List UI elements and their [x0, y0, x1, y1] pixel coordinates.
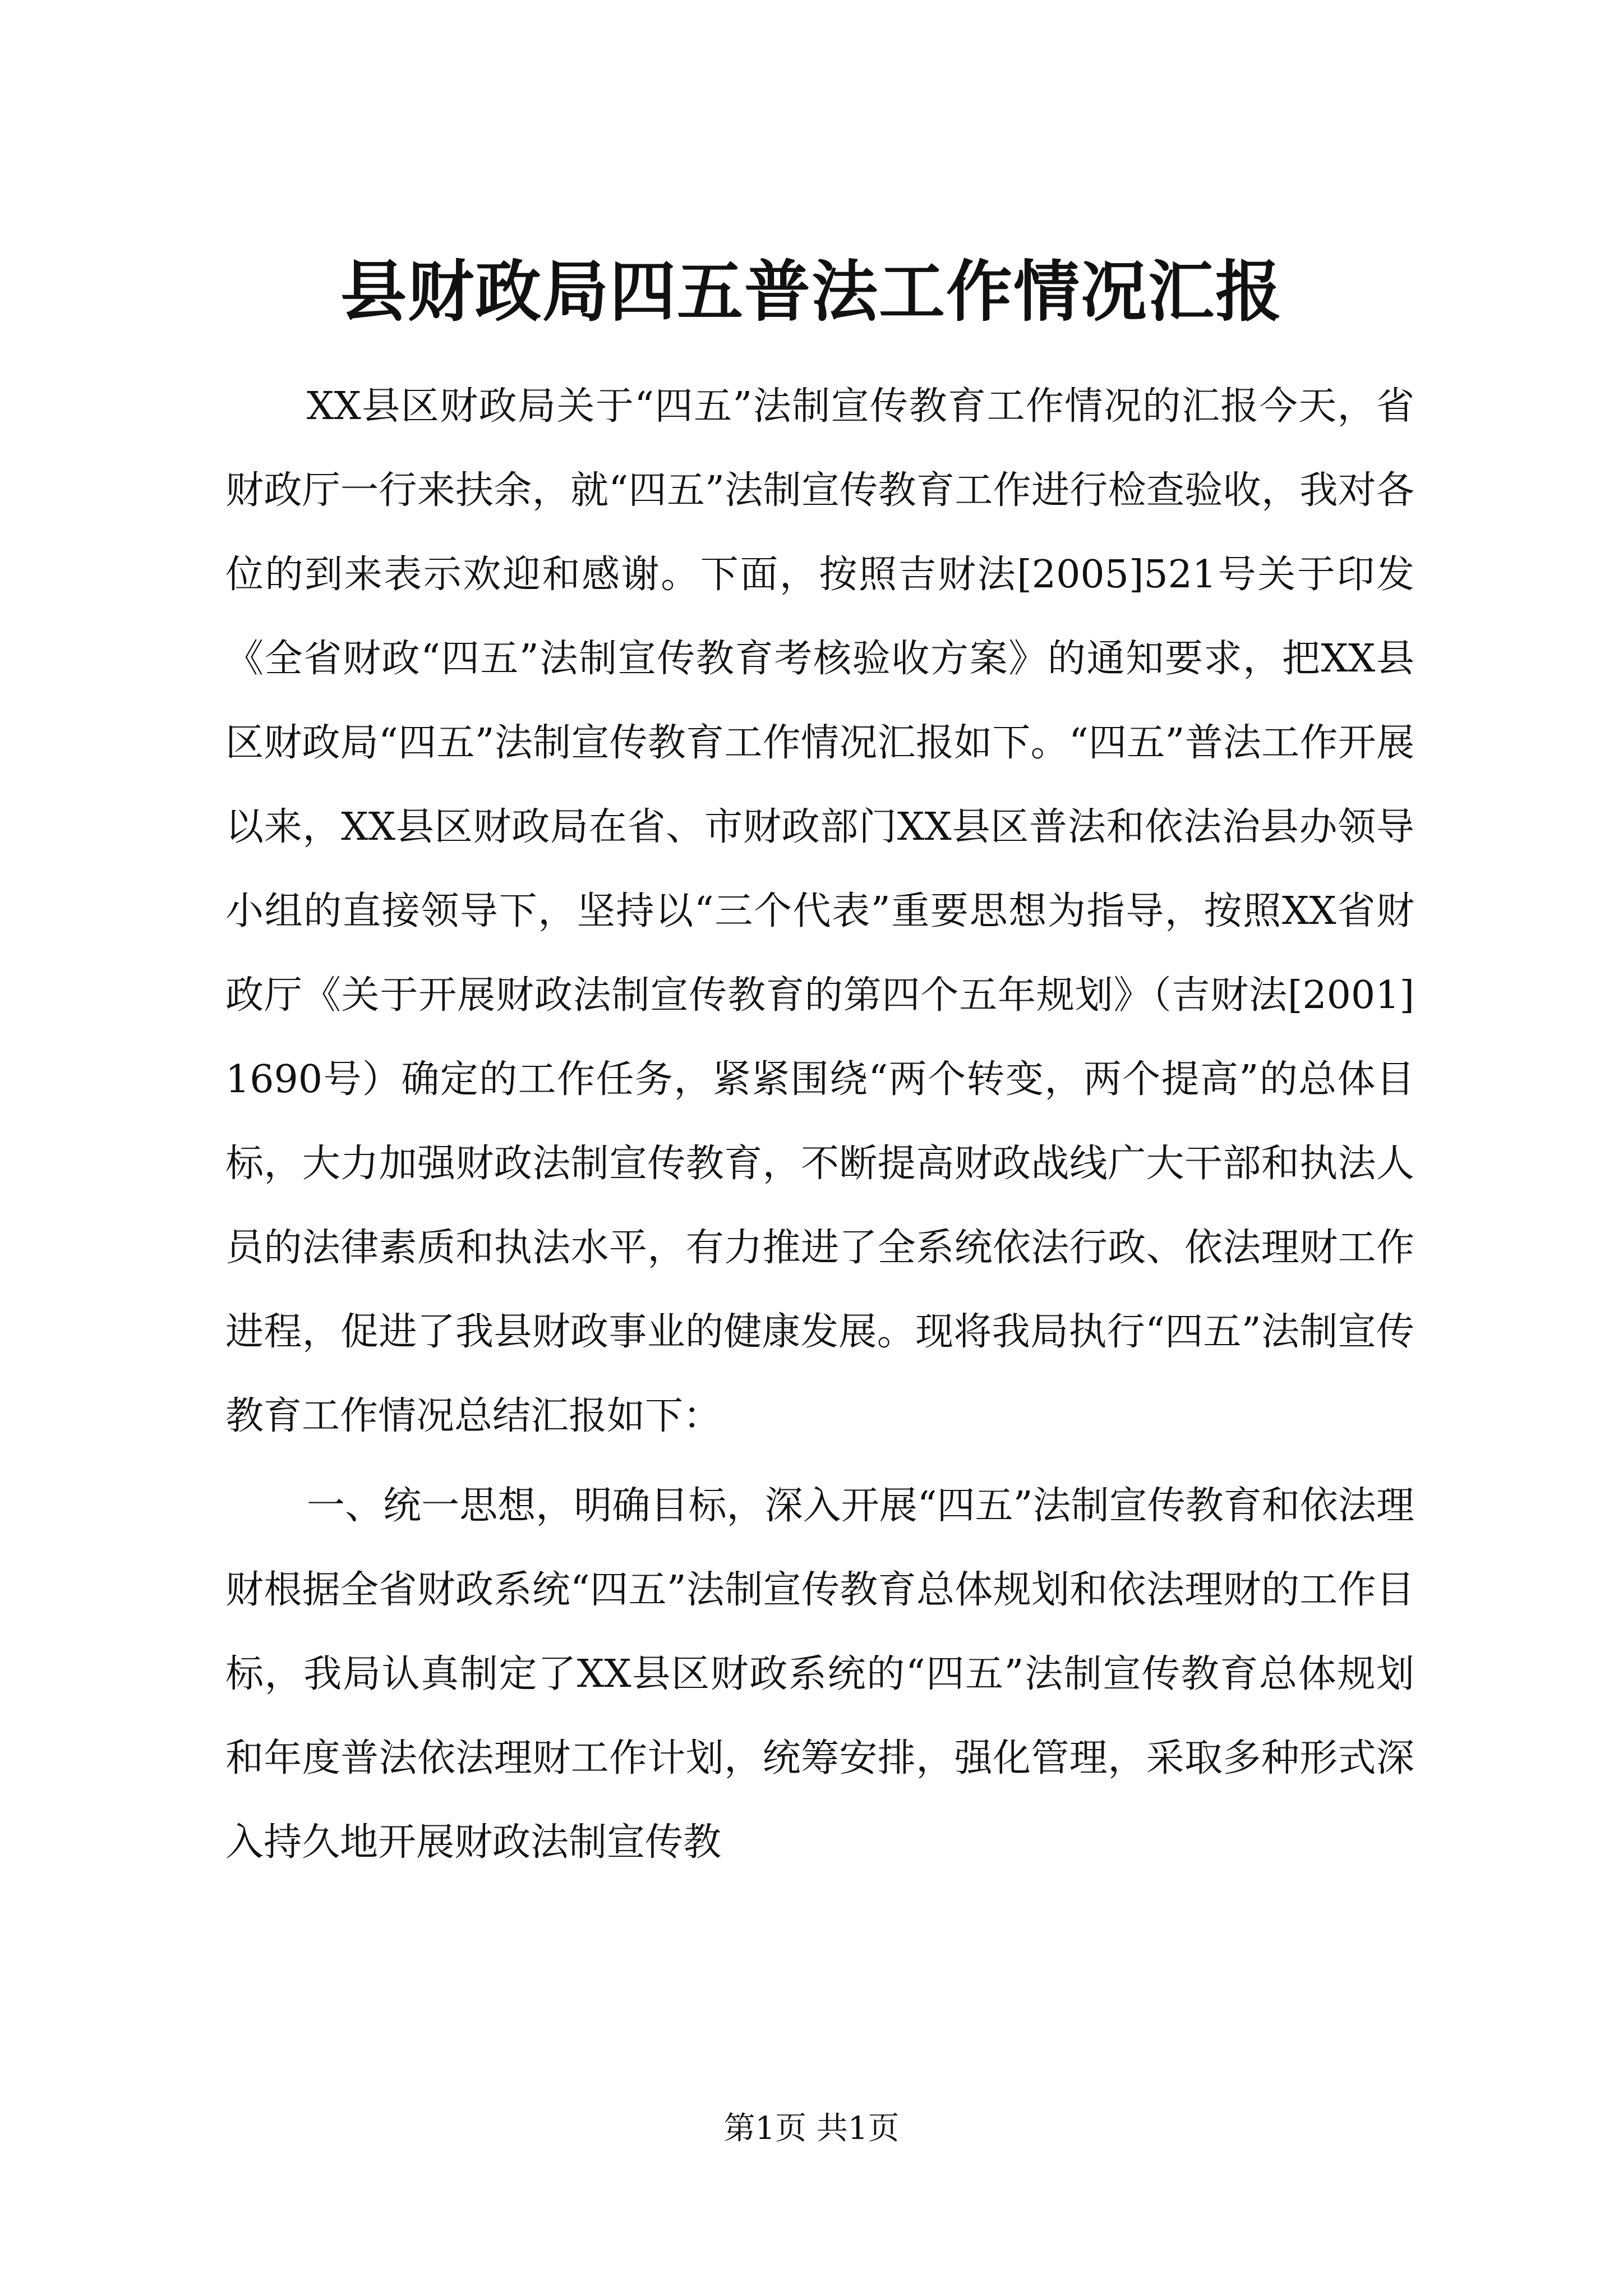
page-number-footer: 第1页 共1页 — [723, 2110, 900, 2147]
body-paragraph-2: 一、统一思想，明确目标，深入开展“四五”法制宣传教育和依法理财根据全省财政系统“四五”法制宣传教育总体规划和依法理财的工作目标，我局认真制定了XX县区财政系统的“四五”法制宣传教育总体规划和年度普法依法理财工作计划，统筹安排，强化管理，采取多种形式深入持久地开展财政法制宣传教 — [225, 1484, 1414, 1865]
document-body — [225, 365, 1414, 1885]
body-paragraph-1: XX县区财政局关于“四五”法制宣传教育工作情况的汇报今天，省财政厅一行来扶余，就“四五”法制宣传教育工作进行检查验收，我对各位的到来表示欢迎和感谢。下面，按照吉财法[2005]521号关于印发《全省财政“四五”法制宣传教育考核验收方案》的通知要求，把XX县区财政局“四五”法制宣传教育工作情况汇报如下。“四五”普法工作开展以来，XX县区财政局在省、市财政部门XX县区普法和依法治县办领导小组的直接领导下，坚持以“三个代表”重要思想为指导，按照XX省财政厅《关于开展财政法制宣传教育的第四个五年规划》（吉财法[2001]1690号）确定的工作任务，紧紧围绕“两个转变，两个提高”的总体目标，大力加强财政法制宣传教育，不断提高财政战线广大干部和执法人员的法律素质和执法水平，有力推进了全系统依法行政、依法理财工作进程，促进了我县财政事业的健康发展。现将我局执行“四五”法制宣传教育工作情况总结汇报如下： — [225, 384, 1414, 1438]
document-title: 县财政局四五普法工作情况汇报 — [340, 252, 1283, 330]
